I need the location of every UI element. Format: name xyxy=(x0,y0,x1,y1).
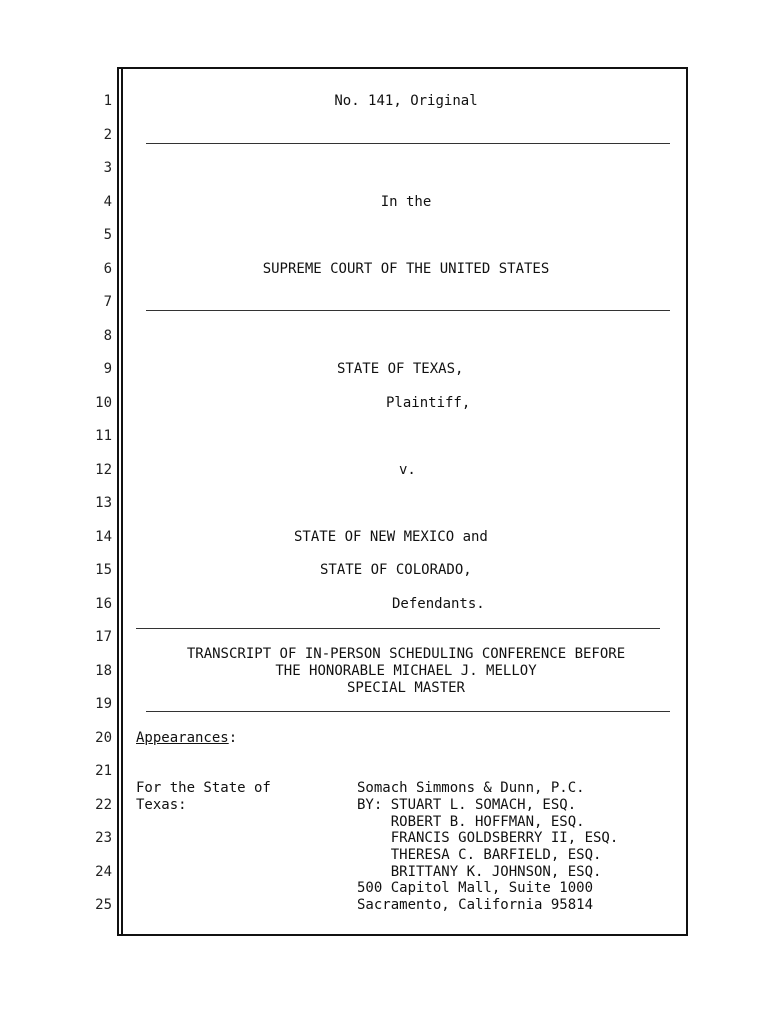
line-number: 5 xyxy=(103,227,112,243)
defendant-role: Defendants. xyxy=(392,596,485,612)
line-number: 1 xyxy=(103,93,112,109)
counsel-line: FRANCIS GOLDSBERRY II, ESQ. xyxy=(357,830,619,846)
party-label-line1: For the State of xyxy=(136,780,271,796)
caption-in-the: In the xyxy=(380,194,432,210)
defendant-colorado: STATE OF COLORADO, xyxy=(320,562,472,578)
line-number: 25 xyxy=(95,897,112,913)
law-firm-name: Somach Simmons & Dunn, P.C. xyxy=(357,780,585,796)
counsel-line: ROBERT B. HOFFMAN, ESQ. xyxy=(357,814,585,830)
separator-rule xyxy=(146,711,670,712)
line-number: 22 xyxy=(95,797,112,813)
line-number: 6 xyxy=(103,261,112,277)
counsel-line: BRITTANY K. JOHNSON, ESQ. xyxy=(357,864,602,880)
appearances-heading-colon: : xyxy=(228,730,238,746)
line-number: 7 xyxy=(103,294,112,310)
firm-address-line2: Sacramento, California 95814 xyxy=(357,897,594,913)
line-number: 11 xyxy=(95,428,112,444)
line-number: 17 xyxy=(95,629,112,645)
counsel-line: BY: STUART L. SOMACH, ESQ. xyxy=(357,797,577,813)
defendant-new-mexico: STATE OF NEW MEXICO and xyxy=(294,529,488,545)
transcript-title-line2: THE HONORABLE MICHAEL J. MELLOY xyxy=(275,663,537,679)
line-number: 3 xyxy=(103,160,112,176)
line-number: 23 xyxy=(95,830,112,846)
line-number: 4 xyxy=(103,194,112,210)
line-number: 14 xyxy=(95,529,112,545)
transcript-title-line3: SPECIAL MASTER xyxy=(346,680,465,696)
separator-rule xyxy=(146,143,670,144)
appearances-heading xyxy=(136,730,237,746)
line-number: 13 xyxy=(95,495,112,511)
line-number: 15 xyxy=(95,562,112,578)
plaintiff-role: Plaintiff, xyxy=(386,395,471,411)
plaintiff-name: STATE OF TEXAS, xyxy=(337,361,464,377)
transcript-title-line1: TRANSCRIPT OF IN-PERSON SCHEDULING CONFERENCE BEFORE xyxy=(186,646,626,662)
separator-rule xyxy=(136,628,660,629)
line-number: 10 xyxy=(95,395,112,411)
separator-rule xyxy=(146,310,670,311)
firm-address-line1: 500 Capitol Mall, Suite 1000 xyxy=(357,880,594,896)
party-label-line2: Texas: xyxy=(136,797,187,813)
counsel-line: THERESA C. BARFIELD, ESQ. xyxy=(357,847,602,863)
versus: v. xyxy=(399,462,416,478)
line-number: 2 xyxy=(103,127,112,143)
line-number: 18 xyxy=(95,663,112,679)
court-name: SUPREME COURT OF THE UNITED STATES xyxy=(262,261,550,277)
case-number: No. 141, Original xyxy=(334,93,478,109)
line-number: 8 xyxy=(103,328,112,344)
line-number: 20 xyxy=(95,730,112,746)
line-number: 24 xyxy=(95,864,112,880)
appearances-heading-text: Appearances xyxy=(136,730,229,746)
line-number: 12 xyxy=(95,462,112,478)
line-number: 21 xyxy=(95,763,112,779)
line-number: 16 xyxy=(95,596,112,612)
line-number: 19 xyxy=(95,696,112,712)
line-number: 9 xyxy=(103,361,112,377)
